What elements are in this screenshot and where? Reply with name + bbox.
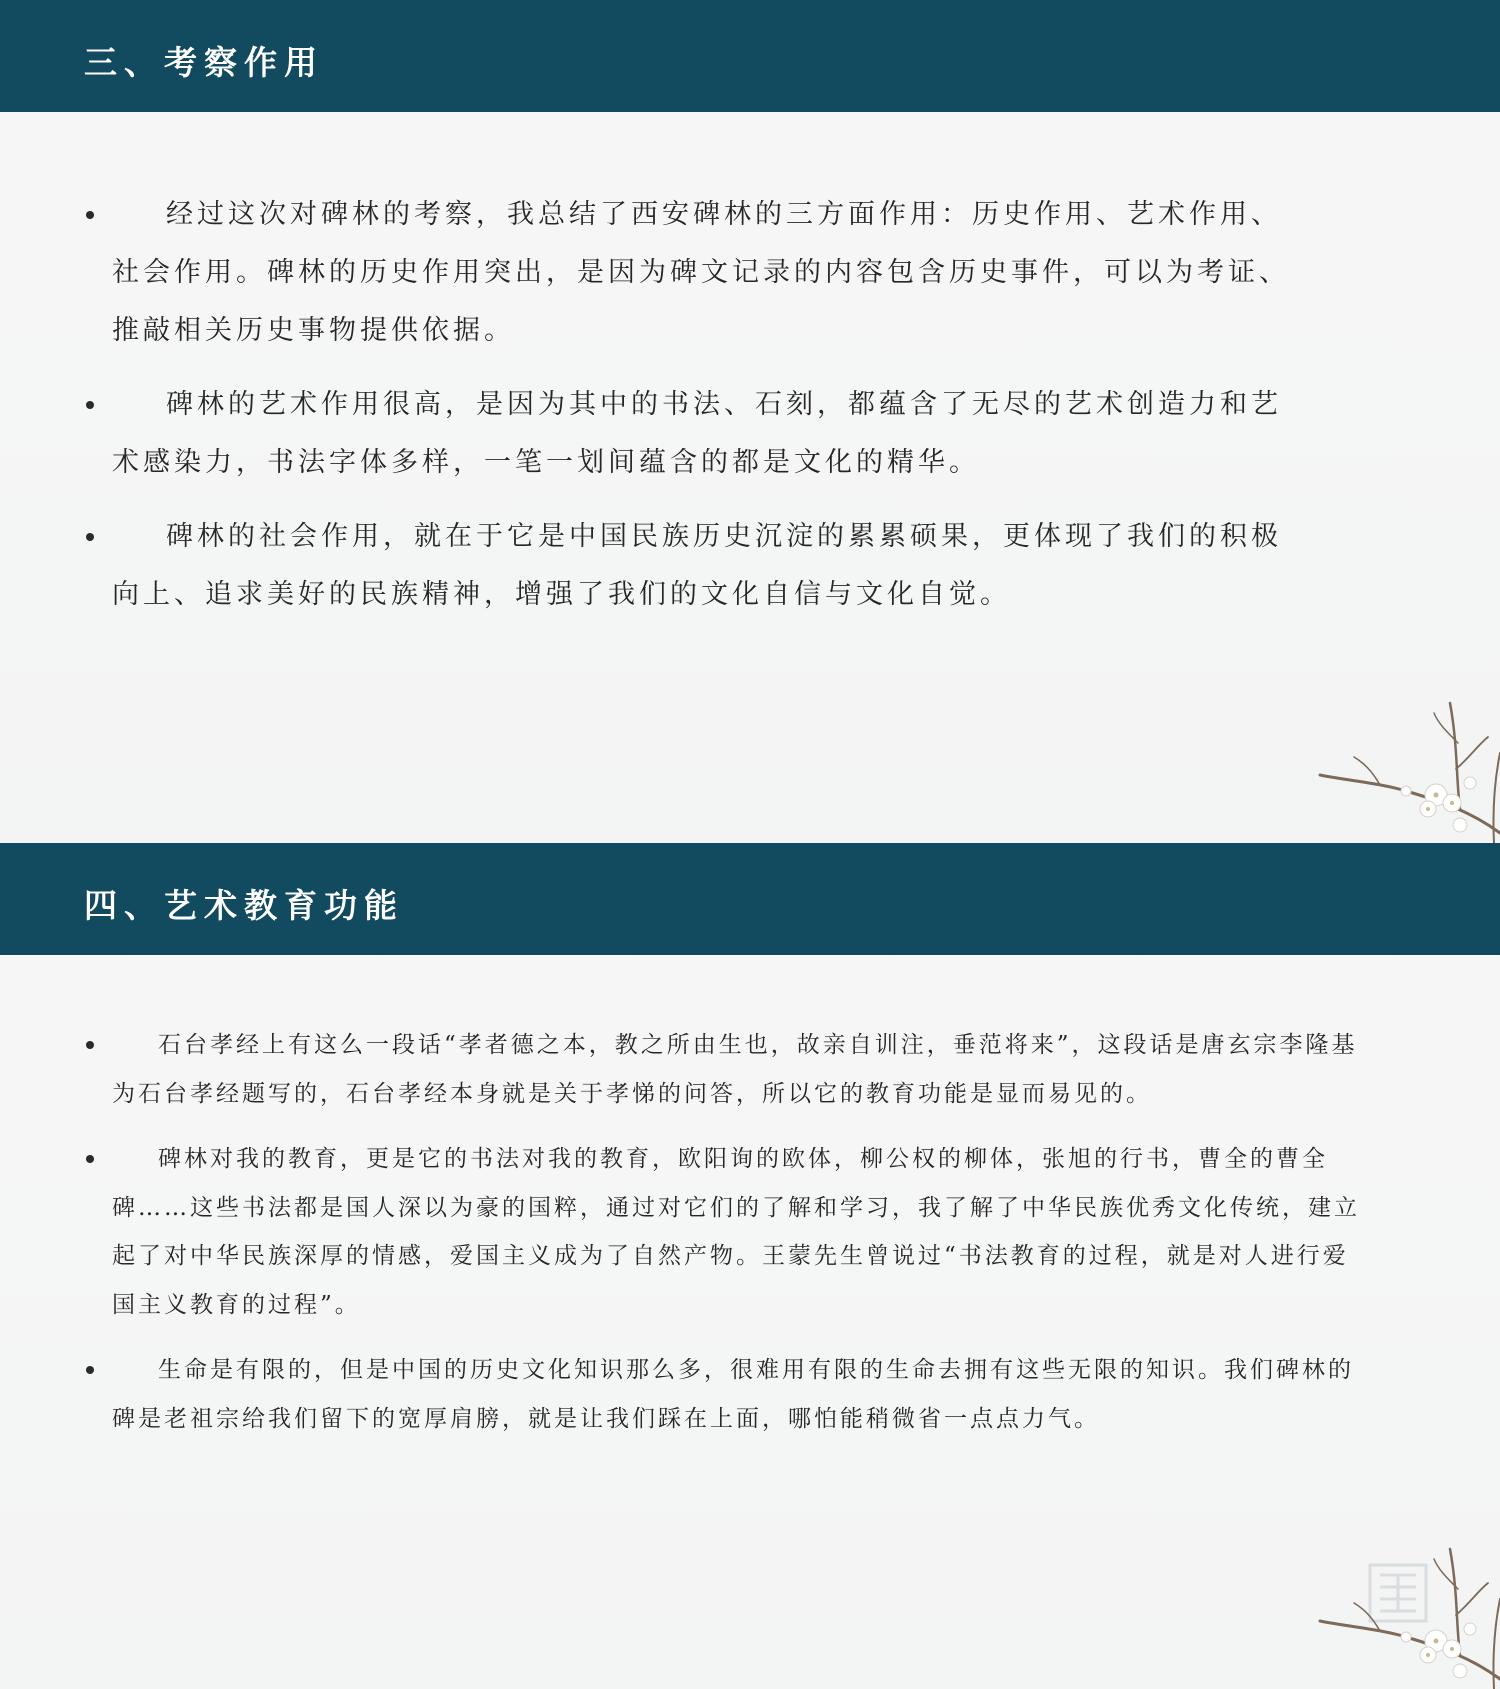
bullet-list xyxy=(0,1021,1400,1460)
bullet-icon xyxy=(86,1155,94,1163)
section-header-bar xyxy=(0,843,1500,955)
bullet-icon xyxy=(86,401,94,409)
bullet-list xyxy=(0,186,1352,640)
bullet-icon xyxy=(86,1366,94,1374)
bullet-icon xyxy=(86,211,94,219)
list-item xyxy=(0,1346,1400,1443)
bullet-icon xyxy=(86,533,94,541)
paragraph: 碑林的社会作用，就在于它是中国民族历史沉淀的累累硕果，更体现了我们的积极向上、追求美好的民族精神，增强了我们的文化自信与文化自觉。 xyxy=(112,521,1282,610)
section-title: 三、考察作用 xyxy=(84,43,324,82)
list-item xyxy=(0,1135,1400,1329)
paragraph: 生命是有限的，但是中国的历史文化知识那么多，很难用有限的生命去拥有这些无限的知识。我们碑林的碑是老祖宗给我们留下的宽厚肩膀，就是让我们踩在上面，哪怕能稍微省一点点力气。 xyxy=(112,1357,1354,1432)
list-item xyxy=(0,1021,1400,1118)
paragraph: 石台孝经上有这么一段话“孝者德之本，教之所由生也，故亲自训注，垂范将来”，这段话是唐玄宗李隆基为石台孝经题写的，石台孝经本身就是关于孝悌的问答，所以它的教育功能是显而易见的。 xyxy=(112,1032,1358,1107)
slide-investigation xyxy=(0,0,1500,843)
bullet-icon xyxy=(86,1041,94,1049)
paragraph: 碑林的艺术作用很高，是因为其中的书法、石刻，都蕴含了无尽的艺术创造力和艺术感染力，书法字体多样，一笔一划间蕴含的都是文化的精华。 xyxy=(112,389,1282,478)
plum-blossom-branch-icon xyxy=(1310,1529,1500,1689)
paragraph: 经过这次对碑林的考察，我总结了西安碑林的三方面作用：历史作用、艺术作用、社会作用。碑林的历史作用突出，是因为碑文记录的内容包含历史事件，可以为考证、推敲相关历史事物提供依据。 xyxy=(112,199,1290,346)
list-item xyxy=(0,186,1352,360)
paragraph: 碑林对我的教育，更是它的书法对我的教育，欧阳询的欧体，柳公权的柳体，张旭的行书，曹全的曹全碑……这些书法都是国人深以为豪的国粹，通过对它们的了解和学习，我了解了中华民族优秀文化传统，建立起了对中华民族深厚的情感，爱国主义成为了自然产物。王蒙先生曾说过“书法教育的过程，就是对人进行爱国主义教育的过程”。 xyxy=(112,1146,1360,1318)
plum-blossom-branch-icon xyxy=(1310,683,1500,843)
section-header-bar xyxy=(0,0,1500,112)
slide-art-education xyxy=(0,843,1500,1689)
section-title: 四、艺术教育功能 xyxy=(84,886,404,925)
list-item xyxy=(0,376,1352,492)
list-item xyxy=(0,508,1352,624)
